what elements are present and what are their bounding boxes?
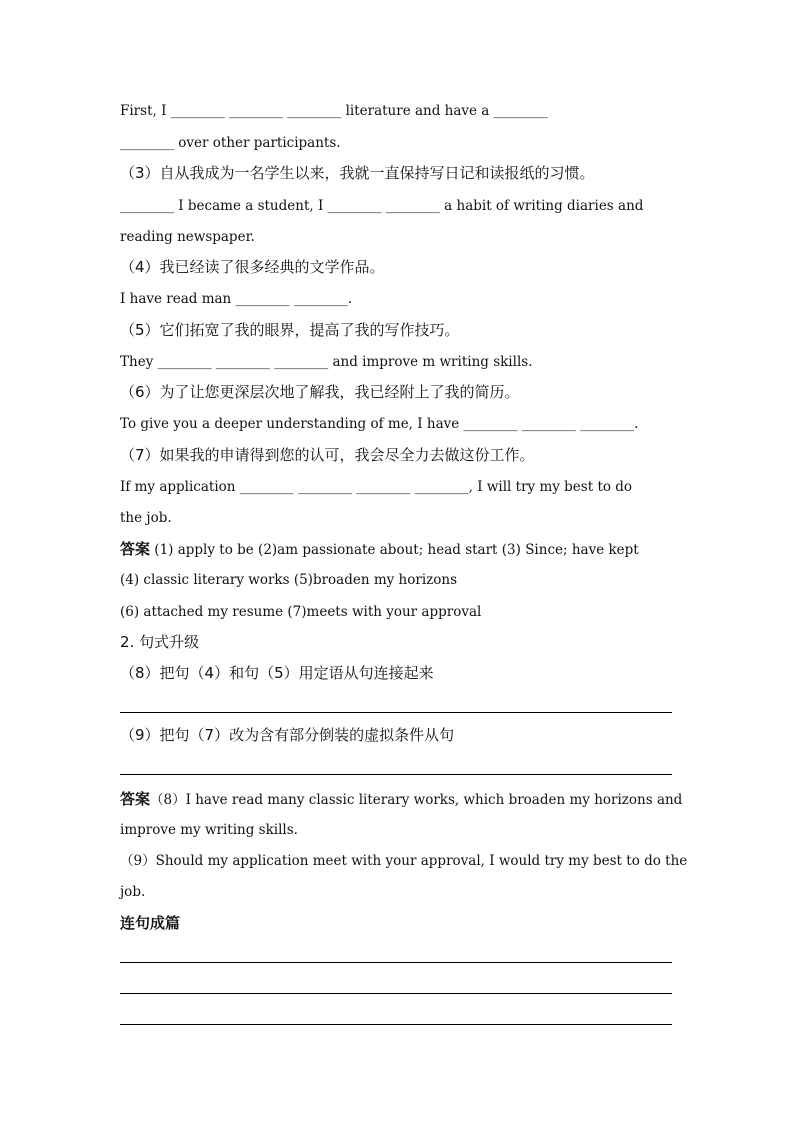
compose-blank-line-2 [120,993,672,994]
answer-text-1: (1) apply to be (2)am passionate about; head start (3) Since; have kept [150,542,639,558]
exercise-line-7b: the job. [120,510,172,526]
answer2-line-2: improve my writing skills. [120,822,298,838]
exercise-prompt-4: （4）我已经读了很多经典的文学作品。 [120,258,385,276]
exercise-line-3a: ________ I became a student, I ________ ________ a habit of writing diaries and [120,198,644,214]
answer-line-2: (4) classic literary works (5)broaden my horizons [120,572,458,588]
exercise-line-3b: reading newspaper. [120,229,255,245]
exercise-line-6: To give you a deeper understanding of me, I have ________ ________ ________. [120,416,639,432]
exercise-prompt-9: （9）把句（7）改为含有部分倒装的虚拟条件从句 [120,726,455,744]
section-heading-compose: 连句成篇 [120,914,181,932]
exercise-prompt-3: （3）自从我成为一名学生以来，我就一直保持写日记和读报纸的习惯。 [120,164,595,182]
exercise-line-4: I have read man ________ ________. [120,291,353,307]
answer-label: 答案 [120,540,151,558]
answer2-line-3: （9）Should my application meet with your approval, I would try my best to do the [120,853,688,869]
answer2-line-1 [120,789,682,810]
answer2-text-1: （8）I have read many classic literary works, which broaden my horizons and [150,792,683,808]
exercise-prompt-7: （7）如果我的申请得到您的认可，我会尽全力去做这份工作。 [120,446,535,464]
exercise-prompt-8: （8）把句（4）和句（5）用定语从句连接起来 [120,664,434,682]
exercise-line-7a: If my application ________ ________ ________ ________, I will try my best to do [120,479,633,495]
answer-line-3: (6) attached my resume (7)meets with your approval [120,604,482,620]
answer-blank-line-9 [120,774,672,775]
answer2-label: 答案 [120,790,151,808]
answer2-line-4: job. [120,884,146,900]
compose-blank-line-3 [120,1024,672,1025]
section-heading-sentence-upgrade: 2. 句式升级 [120,633,200,651]
exercise-line-5: They ________ ________ ________ and improve m writing skills. [120,354,533,370]
answer-line-1 [120,539,639,560]
answer-blank-line-8 [120,712,672,713]
exercise-line-1: First, I ________ ________ ________ literature and have a ________ [120,103,548,119]
exercise-prompt-5: （5）它们拓宽了我的眼界，提高了我的写作技巧。 [120,321,460,339]
exercise-line-2: ________ over other participants. [120,135,341,151]
exercise-prompt-6: （6）为了让您更深层次地了解我，我已经附上了我的简历。 [120,383,520,401]
compose-blank-line-1 [120,962,672,963]
